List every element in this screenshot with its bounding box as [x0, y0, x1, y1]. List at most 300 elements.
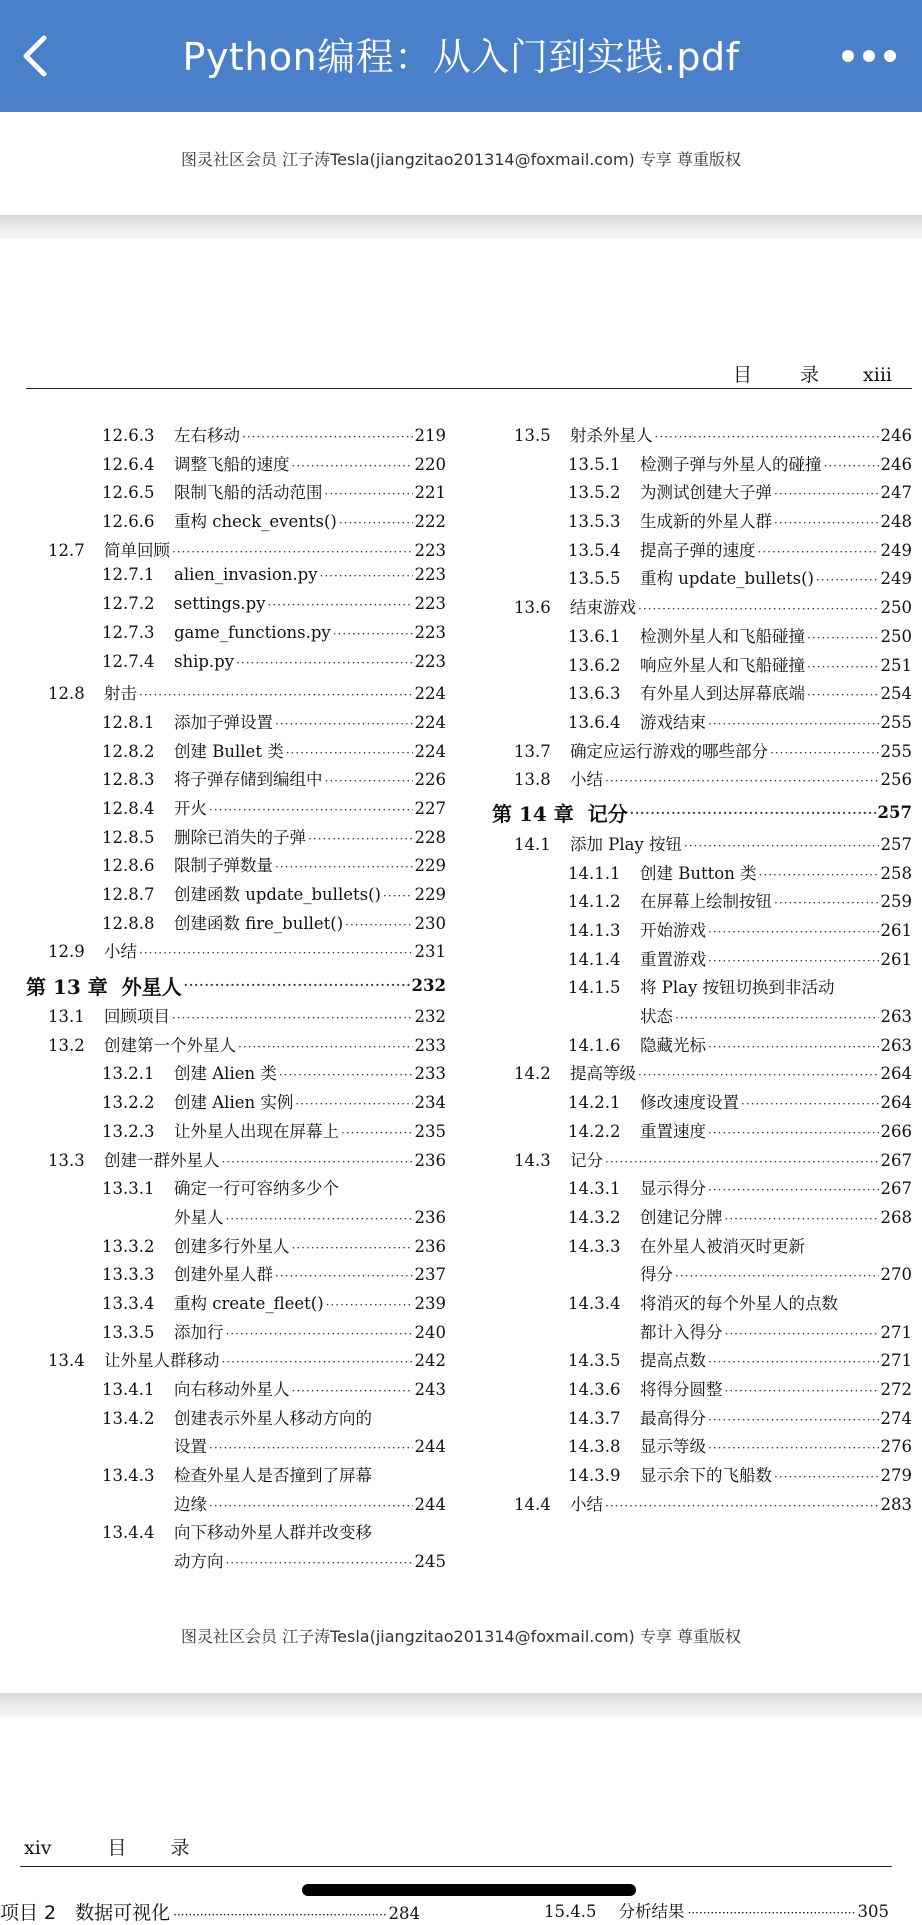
- toc-entry-number: 13.4.4: [102, 1523, 155, 1543]
- toc-entry[interactable]: [26, 824, 446, 853]
- toc-entry-page: 226: [414, 770, 446, 790]
- leader-dots: [226, 1556, 413, 1570]
- toc-entry-page: 233: [414, 1035, 446, 1055]
- leader-dots: [242, 430, 413, 444]
- leader-dots: [226, 1212, 413, 1226]
- leader-dots: [630, 806, 876, 820]
- toc-entry[interactable]: [26, 1175, 446, 1204]
- leader-dots: [816, 573, 879, 587]
- toc-entry[interactable]: [26, 1147, 446, 1176]
- toc-entry[interactable]: [492, 1261, 912, 1290]
- leader-dots: [725, 1212, 879, 1226]
- running-head-word: 目: [733, 364, 753, 386]
- toc-entry-text: 将 Play 按钮切换到非活动: [640, 978, 835, 998]
- leader-dots: [807, 660, 879, 674]
- toc-entry-page: 267: [880, 1150, 912, 1170]
- toc-entry[interactable]: [492, 974, 912, 1003]
- toc-entry-number: 12.8.4: [102, 798, 155, 818]
- toc-entry[interactable]: [26, 1376, 446, 1405]
- leader-dots: [605, 1155, 879, 1169]
- leader-dots: [333, 627, 413, 641]
- toc-entry[interactable]: [492, 766, 912, 795]
- leader-dots: [275, 717, 413, 731]
- toc-entry-number: 12.8.8: [102, 913, 155, 933]
- toc-entry-page: 276: [880, 1437, 912, 1457]
- toc-entry[interactable]: [26, 766, 446, 795]
- toc-entry-text: 射杀外星人: [570, 426, 653, 445]
- toc-entry[interactable]: [26, 1433, 446, 1462]
- leader-dots: [139, 688, 413, 702]
- toc-entry[interactable]: [26, 1519, 446, 1548]
- leader-dots: [774, 896, 879, 910]
- toc-entry-page: 250: [880, 626, 912, 646]
- toc-entry-text: 限制子弹数量: [174, 856, 273, 876]
- toc-entry[interactable]: [492, 1204, 912, 1233]
- toc-entry-page: 268: [880, 1207, 912, 1227]
- toc-entry-text: 得分: [640, 1265, 673, 1285]
- leader-dots: [238, 1040, 413, 1054]
- toc-entry-page: 236: [414, 1150, 446, 1170]
- home-indicator[interactable]: [302, 1884, 636, 1896]
- toc-entry[interactable]: [492, 537, 912, 566]
- leader-dots: [292, 1384, 413, 1398]
- toc-right-column: [492, 422, 912, 1519]
- toc-entry-page: 263: [880, 1035, 912, 1055]
- toc-entry[interactable]: [26, 852, 446, 881]
- toc-entry-page: 223: [414, 651, 446, 671]
- toc-entry-page: 236: [414, 1207, 446, 1227]
- header-rule: [26, 388, 912, 389]
- toc-entry-text: 小结: [570, 770, 603, 790]
- toc-entry-page: 283: [880, 1494, 912, 1514]
- toc-chapter-entry[interactable]: [492, 795, 912, 831]
- toc-entry-text: 小结: [104, 942, 137, 962]
- toc-entry-number: 13.6.3: [568, 684, 621, 704]
- more-dot-icon: [842, 50, 854, 62]
- leader-dots: [741, 1097, 879, 1111]
- toc-entry[interactable]: [492, 946, 912, 975]
- toc-entry-page: 263: [880, 1007, 912, 1027]
- toc-entry-text: 创建记分牌: [640, 1207, 723, 1227]
- toc-entry-text: 设置: [174, 1437, 207, 1457]
- leader-dots: [774, 516, 879, 530]
- toc-entry[interactable]: [26, 1204, 446, 1233]
- toc-entry[interactable]: [26, 1319, 446, 1348]
- leader-dots: [209, 1441, 413, 1455]
- toc-entry[interactable]: [492, 1060, 912, 1089]
- toc-entry[interactable]: [26, 1261, 446, 1290]
- toc-entry-text: 检查外星人是否撞到了屏幕: [174, 1466, 372, 1486]
- toc-entry-text: 在外星人被消灭时更新: [640, 1236, 805, 1256]
- toc-entry-text: 检测子弹与外星人的碰撞: [640, 454, 822, 474]
- toc-entry-text: 创建 Alien 实例: [174, 1093, 294, 1113]
- toc-entry[interactable]: [492, 1462, 912, 1491]
- copyright-watermark: 图灵社区会员 江子涛Tesla(jiangzitao201314@foxmail.com) 专享 尊重版权: [181, 150, 741, 169]
- leader-dots: [209, 803, 413, 817]
- leader-dots: [236, 656, 412, 670]
- toc-entry[interactable]: [544, 1898, 889, 1922]
- toc-entry-page: 257: [877, 803, 912, 823]
- toc-entry-number: 14.3.5: [568, 1351, 621, 1371]
- toc-entry-page: 227: [414, 798, 446, 818]
- leader-dots: [708, 1183, 879, 1197]
- toc-entry-text: 检测外星人和飞船碰撞: [640, 626, 805, 646]
- toc-entry-page: 271: [880, 1322, 912, 1342]
- leader-dots: [675, 1269, 879, 1283]
- toc-entry-number: 13.3.5: [102, 1322, 155, 1342]
- running-head-word: 目: [107, 1837, 127, 1859]
- toc-entry-text: 向右移动外星人: [174, 1380, 290, 1399]
- toc-entry-text: 创建表示外星人移动方向的: [174, 1408, 372, 1428]
- toc-entry[interactable]: [26, 1548, 446, 1577]
- toc-entry-text: 显示等级: [640, 1437, 706, 1457]
- leader-dots: [295, 1097, 412, 1111]
- toc-entry[interactable]: [26, 565, 446, 594]
- toc-entry-text: 让外星人群移动: [104, 1351, 220, 1371]
- toc-entry-text: 创建函数 fire_bullet(): [174, 913, 344, 933]
- toc-entry-text: ship.py: [174, 651, 235, 671]
- toc-entry[interactable]: [492, 594, 912, 623]
- toc-entry[interactable]: [26, 1405, 446, 1434]
- toc-entry[interactable]: [26, 938, 446, 967]
- toc-entry-number: 13.4.2: [102, 1408, 155, 1428]
- toc-entry[interactable]: [492, 680, 912, 709]
- toc-entry-number: 13.2: [48, 1035, 85, 1055]
- toc-entry-page: 245: [414, 1552, 446, 1572]
- toc-entry-number: 13.2.2: [102, 1093, 155, 1113]
- toc-entry[interactable]: [26, 422, 446, 451]
- toc-entry-number: 14.3.2: [568, 1207, 621, 1227]
- toc-entry-text: 重置游戏: [640, 949, 706, 969]
- toc-entry[interactable]: [26, 1491, 446, 1520]
- toc-entry[interactable]: [0, 1898, 420, 1925]
- toc-entry-page: 242: [414, 1351, 446, 1371]
- toc-entry-number: 13.5: [514, 426, 551, 445]
- toc-entry[interactable]: [492, 451, 912, 480]
- toc-entry-page: 244: [414, 1437, 446, 1457]
- leader-dots: [383, 889, 413, 903]
- chevron-left-icon: [14, 30, 58, 82]
- toc-entry-page: 261: [880, 949, 912, 969]
- leader-dots: [759, 868, 879, 882]
- toc-entry-text: 创建 Button 类: [640, 863, 757, 883]
- toc-entry-page: 221: [414, 483, 446, 503]
- toc-entry[interactable]: [26, 1233, 446, 1262]
- leader-dots: [638, 602, 879, 616]
- toc-entry-text: 限制飞船的活动范围: [174, 483, 323, 503]
- leader-dots: [638, 1068, 879, 1082]
- toc-entry-text: 回顾项目: [104, 1007, 170, 1027]
- toc-entry-page: 223: [414, 540, 446, 560]
- toc-entry-page: 250: [880, 598, 912, 618]
- toc-entry-number: 14.1.3: [568, 921, 621, 940]
- leader-dots: [325, 774, 413, 788]
- toc-entry-page: 284: [388, 1904, 420, 1923]
- page-number: xiii: [863, 364, 892, 386]
- toc-entry[interactable]: [26, 537, 446, 566]
- leader-dots: [345, 918, 412, 932]
- toc-entry-text: 隐藏光标: [640, 1035, 706, 1055]
- toc-entry-page: 272: [880, 1380, 912, 1399]
- leader-dots: [326, 1298, 413, 1312]
- toc-entry-number: 12.6.6: [102, 512, 155, 532]
- toc-entry[interactable]: [492, 422, 912, 451]
- toc-entry-number: 12.7.3: [102, 622, 155, 642]
- toc-entry-text: 提高子弹的速度: [640, 540, 756, 560]
- more-dot-icon: [863, 50, 875, 62]
- running-head-word: 录: [170, 1837, 190, 1859]
- toc-entry[interactable]: [26, 709, 446, 738]
- toc-entry-number: 12.7.4: [102, 651, 155, 671]
- leader-dots: [605, 774, 879, 788]
- leader-dots: [655, 430, 879, 444]
- toc-entry[interactable]: [492, 860, 912, 889]
- toc-entry[interactable]: [26, 652, 446, 681]
- toc-entry[interactable]: [492, 738, 912, 767]
- toc-entry-text: 提高点数: [640, 1351, 706, 1371]
- toc-entry[interactable]: [26, 1003, 446, 1032]
- toc-entry-page: 232: [411, 975, 446, 995]
- toc-entry-number: 12.8.3: [102, 770, 155, 790]
- toc-entry-number: 13.4: [48, 1351, 85, 1371]
- toc-entry-text: 将得分圆整: [640, 1380, 723, 1399]
- leader-dots: [308, 832, 413, 846]
- toc-chapter-entry[interactable]: [26, 967, 446, 1003]
- toc-entry-text: 添加子弹设置: [174, 712, 273, 732]
- toc-entry[interactable]: [26, 1347, 446, 1376]
- toc-entry-text: settings.py: [174, 594, 266, 614]
- toc-entry-text: 最高得分: [640, 1408, 706, 1428]
- toc-entry-text: 显示得分: [640, 1179, 706, 1199]
- leader-dots: [774, 1470, 879, 1484]
- toc-entry[interactable]: [26, 451, 446, 480]
- toc-entry-number: 14.3.8: [568, 1437, 621, 1457]
- back-button[interactable]: [14, 30, 58, 82]
- more-dot-icon: [884, 50, 896, 62]
- toc-entry-page: 240: [414, 1322, 446, 1342]
- toc-entry-number: 13.6: [514, 598, 551, 618]
- toc-entry-text: 都计入得分: [640, 1322, 723, 1342]
- leader-dots: [275, 860, 413, 874]
- page-number: xiv: [24, 1837, 52, 1859]
- toc-entry[interactable]: [26, 623, 446, 652]
- leader-dots: [708, 1413, 879, 1427]
- toc-entry-number: 14.1: [514, 834, 551, 854]
- toc-entry-page: 246: [880, 426, 912, 445]
- leader-dots: [268, 598, 413, 612]
- toc-entry-page: 224: [414, 741, 446, 761]
- toc-entry-number: 14.3.7: [568, 1408, 621, 1428]
- toc-entry[interactable]: [26, 594, 446, 623]
- toc-entry-number: 13.3.3: [102, 1265, 155, 1285]
- toc-entry-page: 230: [414, 913, 446, 933]
- toc-entry-text: 为测试创建大子弹: [640, 483, 772, 503]
- toc-entry[interactable]: [492, 623, 912, 652]
- toc-entry-text: 调整飞船的速度: [174, 454, 290, 474]
- toc-entry-page: 223: [414, 565, 446, 585]
- leader-dots: [725, 1327, 879, 1341]
- toc-entry-text: 记分: [570, 1150, 603, 1170]
- toc-entry-number: 14.3.9: [568, 1466, 621, 1486]
- toc-entry-text: 提高等级: [570, 1064, 636, 1084]
- toc-entry-number: 13.2.1: [102, 1064, 155, 1084]
- toc-entry-text: 确定应运行游戏的哪些部分: [570, 741, 768, 761]
- toc-entry-number: 12.7.1: [102, 565, 155, 585]
- toc-entry-number: 13.3: [48, 1150, 85, 1170]
- toc-entry-number: 14.3: [514, 1150, 551, 1170]
- toc-entry[interactable]: [492, 917, 912, 946]
- toc-entry[interactable]: [492, 652, 912, 681]
- toc-entry[interactable]: [492, 1347, 912, 1376]
- toc-entry[interactable]: [492, 1319, 912, 1348]
- toc-entry-text: 动方向: [174, 1552, 224, 1572]
- toc-entry-number: 15.4.5: [544, 1902, 597, 1921]
- toc-entry[interactable]: [26, 1290, 446, 1319]
- toc-entry-number: 13.5.3: [568, 512, 621, 532]
- toc-entry-text: 结束游戏: [570, 598, 636, 618]
- running-head-word: 录: [800, 364, 820, 386]
- toc-entry[interactable]: [26, 881, 446, 910]
- toc-entry[interactable]: [26, 1060, 446, 1089]
- toc-entry[interactable]: [492, 1376, 912, 1405]
- toc-entry-number: 13.1: [48, 1007, 85, 1027]
- leader-dots: [172, 1011, 413, 1025]
- toc-entry-text: 修改速度设置: [640, 1093, 739, 1113]
- toc-entry[interactable]: [492, 1175, 912, 1204]
- toc-entry-text: 将消灭的每个外星人的点数: [640, 1293, 838, 1313]
- toc-entry[interactable]: [492, 479, 912, 508]
- toc-entry-number: 14.2: [514, 1064, 551, 1084]
- toc-entry[interactable]: [492, 709, 912, 738]
- toc-entry[interactable]: [492, 1147, 912, 1176]
- toc-entry[interactable]: [492, 1032, 912, 1061]
- toc-entry[interactable]: [492, 888, 912, 917]
- toc-entry-text: 生成新的外星人群: [640, 512, 772, 532]
- toc-entry-page: 219: [414, 426, 446, 445]
- toc-entry-number: 12.8.5: [102, 827, 155, 847]
- toc-entry-page: 228: [414, 827, 446, 847]
- toc-entry-text: 小结: [570, 1494, 603, 1514]
- toc-entry-number: 13.5.5: [568, 569, 621, 589]
- more-options-button[interactable]: [842, 44, 896, 68]
- toc-entry-number: 第 13 章: [26, 974, 108, 999]
- leader-dots: [708, 954, 879, 968]
- toc-entry[interactable]: [26, 680, 446, 709]
- toc-entry[interactable]: [26, 795, 446, 824]
- toc-entry-text: 重构 update_bullets(): [640, 569, 814, 589]
- leader-dots: [770, 746, 879, 760]
- toc-entry-page: 224: [414, 684, 446, 704]
- leader-dots: [758, 545, 879, 559]
- toc-entry[interactable]: [492, 1233, 912, 1262]
- toc-entry[interactable]: [492, 1118, 912, 1147]
- leader-dots: [275, 1269, 413, 1283]
- toc-entry-text: 游戏结束: [640, 712, 706, 732]
- header-rule: [20, 1866, 892, 1867]
- toc-entry-page: 224: [414, 712, 446, 732]
- leader-dots: [675, 1011, 879, 1025]
- toc-entry[interactable]: [492, 1405, 912, 1434]
- toc-entry-text: 有外星人到达屏幕底端: [640, 684, 805, 704]
- toc-entry-number: 13.3.2: [102, 1236, 155, 1256]
- toc-entry[interactable]: [26, 1118, 446, 1147]
- page-separator: [0, 1693, 922, 1717]
- toc-entry-page: 259: [880, 892, 912, 912]
- toc-entry[interactable]: [26, 1462, 446, 1491]
- toc-entry[interactable]: [26, 508, 446, 537]
- toc-entry-page: 223: [414, 594, 446, 614]
- toc-entry-number: 14.3.3: [568, 1236, 621, 1256]
- toc-entry-text: 重构 create_fleet(): [174, 1293, 324, 1313]
- toc-entry-number: 14.1.2: [568, 892, 621, 912]
- toc-entry-number: 13.4.3: [102, 1466, 155, 1486]
- toc-entry[interactable]: [492, 1491, 912, 1520]
- toc-entry-number: 12.8.7: [102, 885, 155, 904]
- leader-dots: [708, 1441, 879, 1455]
- toc-entry-text: alien_invasion.py: [174, 565, 318, 585]
- toc-entry[interactable]: [492, 565, 912, 594]
- leader-dots: [222, 1355, 413, 1369]
- leader-dots: [807, 631, 879, 645]
- leader-dots: [279, 1068, 413, 1082]
- toc-entry-text: 创建 Alien 类: [174, 1064, 277, 1084]
- toc-entry-text: 创建一群外星人: [104, 1150, 220, 1170]
- toc-entry[interactable]: [26, 910, 446, 939]
- toc-entry[interactable]: [26, 1089, 446, 1118]
- toc-entry-page: 264: [880, 1064, 912, 1084]
- toc-entry-text: 删除已消失的子弹: [174, 827, 306, 847]
- toc-entry[interactable]: [492, 1003, 912, 1032]
- toc-entry[interactable]: [492, 831, 912, 860]
- toc-entry-text: game_functions.py: [174, 622, 331, 642]
- toc-entry[interactable]: [26, 1032, 446, 1061]
- leader-dots: [605, 1499, 879, 1513]
- leader-dots: [292, 1241, 413, 1255]
- toc-entry[interactable]: [26, 479, 446, 508]
- toc-entry-page: 236: [414, 1236, 446, 1256]
- toc-entry-number: 14.1.5: [568, 978, 621, 998]
- toc-entry-page: 270: [880, 1265, 912, 1285]
- toc-entry-text: 状态: [640, 1007, 673, 1027]
- toc-entry[interactable]: [492, 1089, 912, 1118]
- toc-entry-page: 264: [880, 1093, 912, 1113]
- toc-entry-text: 创建多行外星人: [174, 1236, 290, 1256]
- toc-entry-number: 第 14 章: [492, 802, 574, 827]
- leader-dots: [725, 1384, 879, 1398]
- toc-entry-page: 237: [414, 1265, 446, 1285]
- toc-entry-page: 234: [414, 1093, 446, 1113]
- toc-entry[interactable]: [492, 1290, 912, 1319]
- toc-entry[interactable]: [492, 508, 912, 537]
- leader-dots: [184, 978, 410, 992]
- toc-entry[interactable]: [492, 1433, 912, 1462]
- toc-entry-text: 重构 check_events(): [174, 512, 337, 532]
- toc-entry-number: 14.2.2: [568, 1121, 621, 1141]
- toc-entry-page: 261: [880, 921, 912, 940]
- toc-entry[interactable]: [26, 738, 446, 767]
- toc-entry-text: 将子弹存储到编组中: [174, 770, 323, 790]
- toc-entry-number: 14.3.6: [568, 1380, 621, 1399]
- toc-entry-text: 向下移动外星人群并改变移: [174, 1523, 372, 1543]
- toc-entry-number: 13.6.1: [568, 626, 621, 646]
- leader-dots: [774, 487, 879, 501]
- leader-dots: [807, 688, 879, 702]
- toc-entry-page: 220: [414, 454, 446, 474]
- toc-entry-number: 14.2.1: [568, 1093, 621, 1113]
- toc-entry-text: 让外星人出现在屏幕上: [174, 1121, 339, 1141]
- toc-entry-number: 13.8: [514, 770, 551, 790]
- toc-entry-text: 添加 Play 按钮: [570, 834, 683, 854]
